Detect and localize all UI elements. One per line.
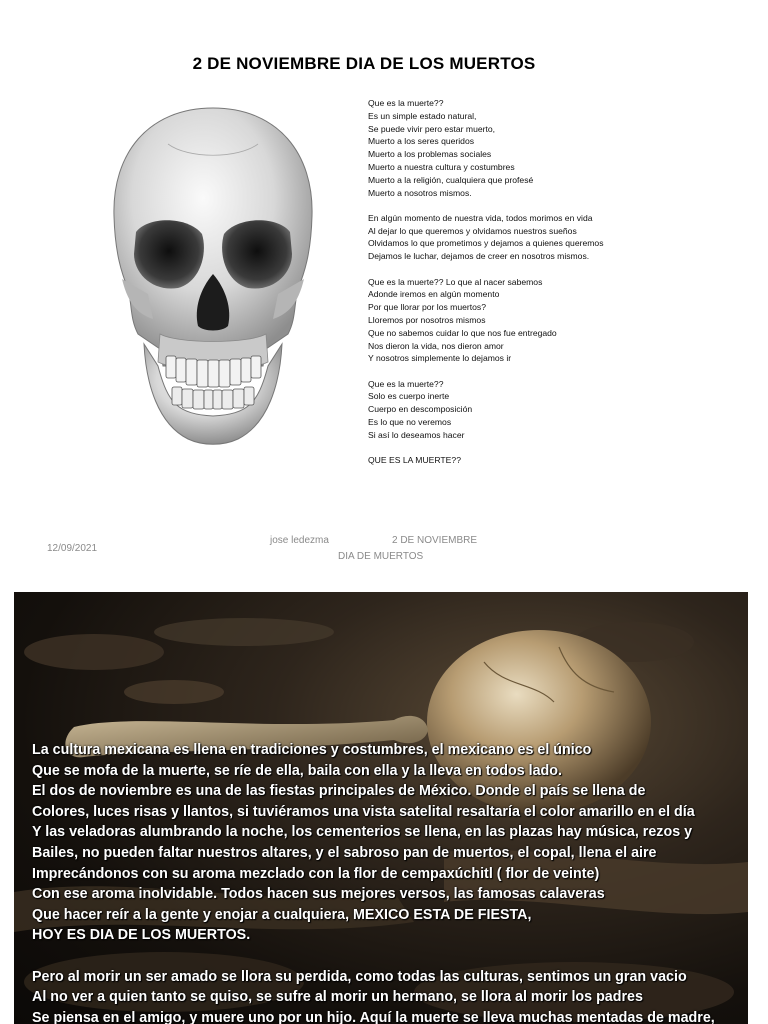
prose-line: Bailes, no pueden faltar nuestros altares, y el sabroso pan de muertos, el copal, llena el aire	[32, 844, 657, 861]
poem-line: Dejamos le luchar, dejamos de creer en nosotros mismos.	[368, 251, 590, 262]
poem-line: Nos dieron la vida, nos dieron amor	[368, 340, 504, 351]
footer-event-line2: DIA DE MUERTOS	[338, 551, 424, 562]
footer-event-line1: 2 DE NOVIEMBRE	[392, 535, 478, 546]
prose-line: El dos de noviembre es una de las fiestas principales de México. Donde el país se llena de	[32, 783, 646, 800]
prose-text	[32, 740, 742, 1024]
poem-line: Que no sabemos cuidar lo que nos fue entregado	[368, 327, 557, 338]
footer-date: 12/09/2021	[47, 543, 98, 554]
slide-bones-text	[14, 592, 748, 1024]
poem-line: Por que llorar por los muertos?	[368, 302, 486, 313]
poem-stanza-5	[368, 454, 668, 467]
poem	[368, 97, 668, 479]
prose-line: La cultura mexicana es llena en tradiciones y costumbres, el mexicano es el único	[32, 742, 592, 758]
poem-line: Que es la muerte?? Lo que al nacer sabemos	[368, 276, 543, 287]
poem-line: Muerto a nosotros mismos.	[368, 187, 472, 198]
skull-image	[108, 104, 318, 449]
prose-line: Se piensa en el amigo, y muere uno por un hijo. Aquí la muerte se lleva muchas mentadas de madre,	[32, 1009, 715, 1024]
poem-line: Se puede vivir pero estar muerto,	[368, 123, 496, 134]
poem-line: Muerto a nuestra cultura y costumbres	[368, 161, 515, 172]
prose-line: Pero al morir un ser amado se llora su perdida, como todas las culturas, sentimos un gran vacio	[32, 968, 687, 985]
poem-line: Solo es cuerpo inerte	[368, 391, 450, 402]
page-title: 2 DE NOVIEMBRE DIA DE LOS MUERTOS	[192, 54, 536, 73]
poem-stanza-4	[368, 378, 668, 442]
poem-line: QUE ES LA MUERTE??	[368, 455, 461, 466]
poem-stanza-2	[368, 212, 668, 263]
prose-line: Y las veladoras alumbrando la noche, los cementerios se llena, en las plazas hay música, rezos y	[32, 824, 693, 841]
poem-line: Si así lo deseamos hacer	[368, 429, 465, 440]
paragraph-gap	[32, 946, 742, 967]
poem-line: En algún momento de nuestra vida, todos morimos en vida	[368, 212, 593, 223]
skull-illustration	[108, 104, 318, 449]
prose-line: Imprecándonos con su aroma mezclado con la flor de cempaxúchitl ( flor de veinte)	[32, 865, 600, 882]
prose-line: Con ese aroma inolvidable. Todos hacen sus mejores versos, las famosas calaveras	[32, 886, 605, 903]
prose-line: HOY ES DIA DE LOS MUERTOS.	[32, 927, 251, 944]
poem-line: Lloremos por nosotros mismos	[368, 314, 486, 325]
poem-line: Muerto a la religión, cualquiera que profesé	[368, 174, 534, 185]
footer-author: jose ledezma	[270, 535, 329, 546]
poem-line: Adonde iremos en algún momento	[368, 289, 500, 300]
prose-line: Al no ver a quien tanto se quiso, se sufre al morir un hermano, se llora al morir los padres	[32, 989, 643, 1006]
poem-line: Olvidamos lo que prometimos y dejamos a quienes queremos	[368, 238, 604, 249]
poem-stanza-3	[368, 276, 668, 366]
prose-line: Colores, luces risas y llantos, si tuviéramos una vista satelital resaltaría el color amarillo en el día	[32, 803, 695, 820]
poem-line: Es lo que no veremos	[368, 417, 452, 428]
poem-line: Al dejar lo que queremos y olvidamos nuestros sueños	[368, 225, 577, 236]
poem-line: Cuerpo en descomposición	[368, 404, 473, 415]
prose-line: Que se mofa de la muerte, se ríe de ella, baila con ella y la lleva en todos lado.	[32, 762, 562, 779]
poem-line: Muerto a los problemas sociales	[368, 149, 492, 160]
poem-line: Muerto a los seres queridos	[368, 136, 475, 147]
poem-stanza-1	[368, 97, 668, 199]
prose-line: Que hacer reír a la gente y enojar a cualquiera, MEXICO ESTA DE FIESTA,	[32, 906, 532, 923]
poem-line: Que es la muerte??	[368, 378, 444, 389]
poem-line: Y nosotros simplemente lo dejamos ir	[368, 353, 512, 364]
poem-line: Es un simple estado natural,	[368, 110, 477, 121]
poem-line: Que es la muerte??	[368, 98, 444, 108]
